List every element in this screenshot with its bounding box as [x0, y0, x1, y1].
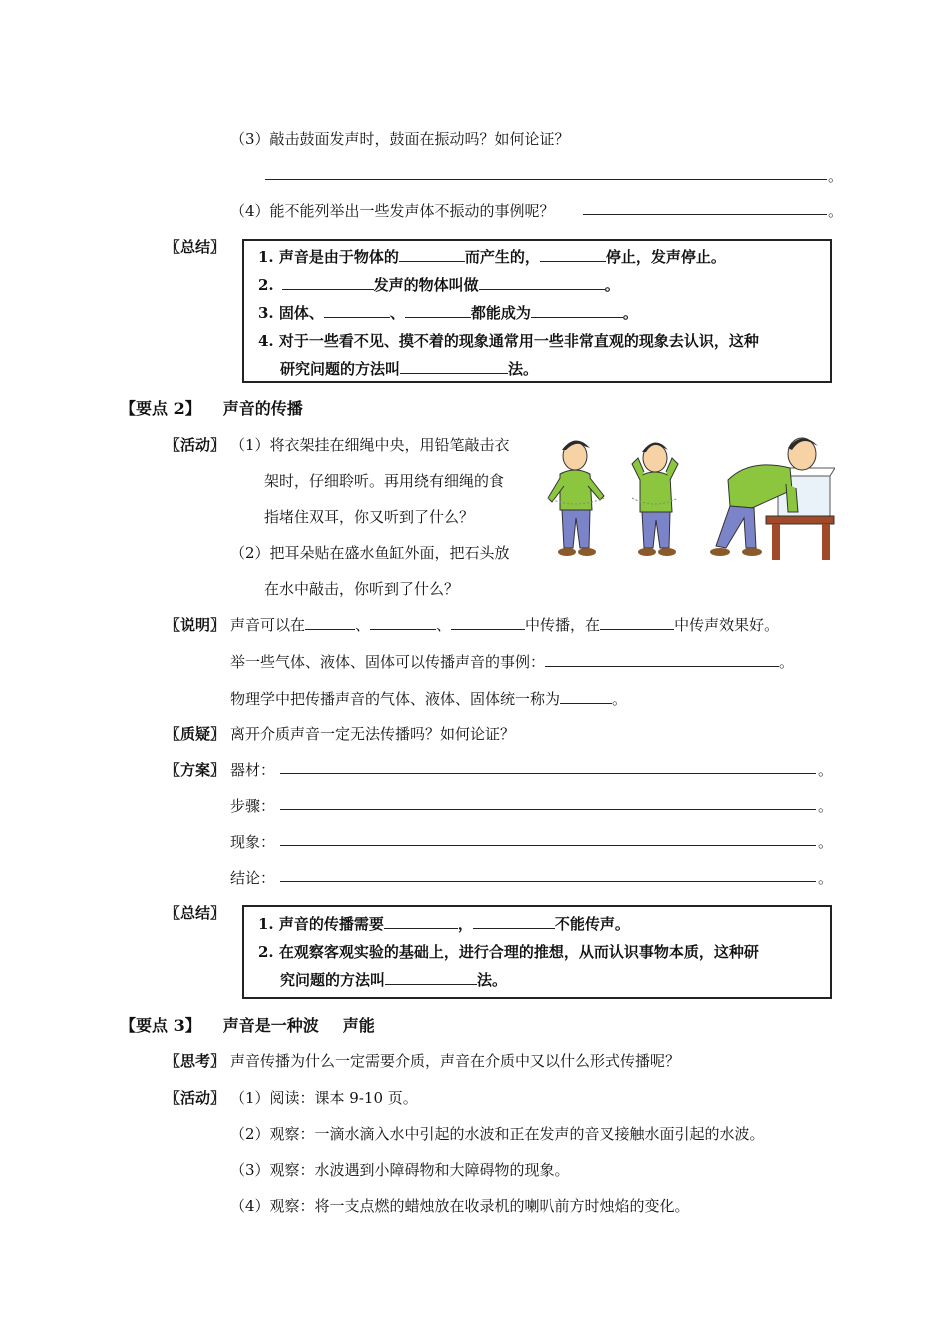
boy-plugging-ears-figure	[632, 442, 678, 556]
period: 。	[818, 797, 834, 815]
section-2-heading	[120, 396, 303, 419]
summary-row-3: 3. 固体、 、 都能成为 。	[258, 304, 638, 322]
summary-row-1: 1. 声音的传播需要 ， 不能传声。	[258, 915, 630, 933]
activity-item-3: （3）观察：水波遇到小障碍物和大障碍物的现象。	[230, 1161, 570, 1179]
answer-line-q3	[265, 179, 827, 180]
summary-row-4: 4. 对于一些看不见、摸不着的现象通常用一些非常直观的现象去认识，这种	[258, 332, 759, 350]
activity-tag: 〖活动〗	[165, 1089, 226, 1107]
summary-tag: 〖总结〗	[165, 238, 226, 256]
summary-box-1	[242, 239, 832, 383]
section-3-title: 声音是一种波	[222, 1016, 319, 1035]
question-4: （4）能不能列举出一些发声体不振动的事例呢？	[230, 202, 555, 220]
activity-item-4: （4）观察：将一支点燃的蜡烛放在收录机的喇叭前方时烛焰的变化。	[230, 1197, 690, 1215]
period: 。	[818, 869, 834, 887]
activity-1-line-3: 指堵住双耳，你又听到了什么？	[264, 508, 475, 526]
section-3-number: 【要点 3】	[120, 1016, 201, 1035]
plan-equipment-label: 器材：	[230, 761, 276, 779]
think-tag: 〖思考〗	[165, 1052, 226, 1070]
plan-equipment-line	[280, 773, 816, 774]
activity-tag: 〖活动〗	[165, 436, 226, 454]
plan-phenomenon-line	[280, 845, 816, 846]
plan-conclusion-line	[280, 881, 816, 882]
section-3-heading	[120, 1013, 375, 1036]
doubt-tag: 〖质疑〗	[165, 725, 226, 743]
plan-conclusion-label: 结论：	[230, 869, 276, 887]
summary-row-4-cont: 研究问题的方法叫 法。	[280, 360, 539, 378]
boy-with-hanger-figure	[548, 440, 604, 556]
section-3-title-2: 声能	[342, 1016, 375, 1035]
activity-1-line-2: 架时，仔细聆听。再用绕有细绳的食	[264, 472, 505, 490]
period: 。	[828, 167, 844, 185]
answer-line-q4	[583, 214, 827, 215]
period: 。	[818, 833, 834, 851]
think-question: 声音传播为什么一定需要介质，声音在介质中又以什么形式传播呢？	[230, 1052, 681, 1070]
plan-tag: 〖方案〗	[165, 761, 226, 779]
activity-item-2: （2）观察：一滴水滴入水中引起的水波和正在发声的音叉接触水面引起的水波。	[230, 1125, 765, 1143]
question-3: （3）敲击鼓面发声时，鼓面在振动吗？如何论证？	[230, 130, 570, 148]
explanation-line-1: 声音可以在 、 、 中传播，在 中传声效果好。	[230, 616, 780, 634]
activity-2-line-1: （2）把耳朵贴在盛水鱼缸外面，把石头放	[230, 544, 510, 562]
boy-at-fish-tank-figure	[710, 438, 835, 560]
activity-item-1: （1）阅读：课本 9-10 页。	[230, 1089, 418, 1107]
summary-row-2-cont: 究问题的方法叫 法。	[280, 971, 508, 989]
explanation-line-2: 举一些气体、液体、固体可以传播声音的事例： 。	[230, 653, 795, 671]
explanation-line-3: 物理学中把传播声音的气体、液体、固体统一称为 。	[230, 690, 628, 708]
summary-row-1: 1. 声音是由于物体的 而产生的， 停止，发声停止。	[258, 248, 726, 266]
section-2-title: 声音的传播	[222, 399, 303, 418]
plan-phenomenon-label: 现象：	[230, 833, 276, 851]
plan-steps-line	[280, 809, 816, 810]
section-2-number: 【要点 2】	[120, 399, 201, 418]
activity-2-line-2: 在水中敲击，你听到了什么？	[264, 580, 460, 598]
period: 。	[818, 761, 834, 779]
explanation-tag: 〖说明〗	[165, 616, 226, 634]
doubt-question: 离开介质声音一定无法传播吗？如何论证？	[230, 725, 516, 743]
period: 。	[828, 202, 844, 220]
summary-tag: 〖总结〗	[165, 904, 226, 922]
plan-steps-label: 步骤：	[230, 797, 276, 815]
summary-box-2	[242, 905, 832, 999]
summary-row-2: 2. 在观察客观实验的基础上，进行合理的推想，从而认识事物本质，这种研	[258, 943, 759, 961]
sound-experiment-illustration	[540, 428, 835, 566]
summary-row-2: 2. 发声的物体叫做 。	[258, 276, 620, 294]
activity-1-line-1: （1）将衣架挂在细绳中央，用铅笔敲击衣	[230, 436, 510, 454]
